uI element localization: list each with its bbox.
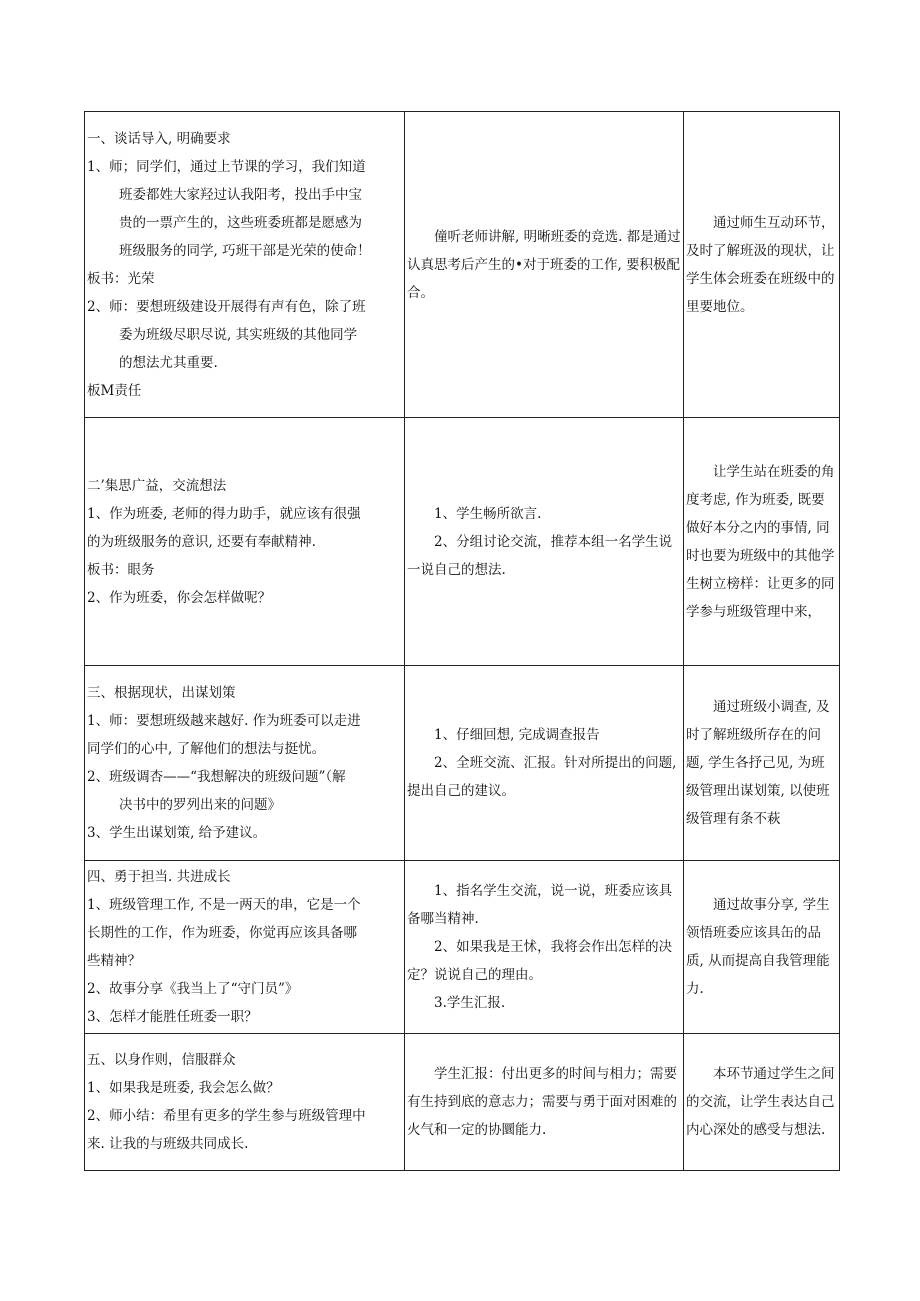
activity-line: 班委都姓大家羟过认我阳考，投出手中宝	[119, 186, 362, 203]
activity-line: 板书：眼务	[87, 561, 155, 578]
activity-line: 3、怎样才能胜任班委一职？	[87, 1009, 258, 1025]
activity-line: 同学们的心中, 了解他们的想法与挺忧。	[87, 741, 326, 757]
teacher-activity-cell	[85, 666, 405, 861]
teacher-activity-cell	[85, 861, 405, 1034]
activity-line: 2、班级调杏——“我想解决的班级问题”（解	[87, 769, 346, 785]
activity-line: 二’集思广益，交流想法	[87, 477, 227, 494]
activity-line: 四、勇于担当. 共进成长	[87, 869, 231, 885]
activity-line: 板书：光荣	[87, 270, 155, 287]
activity-line: 三、根据现状，出谋划策	[87, 685, 236, 701]
teacher-activity-cell	[85, 418, 405, 666]
lesson-plan-table	[84, 111, 840, 1171]
activity-line: 1、作为班委, 老师的得力助手，就应该有很强	[87, 505, 361, 522]
activity-line: 3、学生出谋划策, 给予建议。	[87, 825, 267, 841]
activity-line: 五、以身作则，信服群众	[87, 1052, 236, 1068]
activity-line: 委为班级尽职尽说, 其实班级的其他同学	[119, 326, 358, 343]
teacher-activity-cell	[85, 112, 405, 418]
activity-line: 来. 让我的与班级共同成长.	[87, 1136, 249, 1152]
design-intent-cell	[684, 1034, 840, 1171]
activity-line: 板M责任	[87, 382, 142, 399]
design-intent-cell	[684, 418, 840, 666]
student-activity-cell	[405, 418, 684, 666]
activity-line: 班级服务的同学, 巧班干部是光荣的使命！	[119, 242, 371, 259]
student-paragraph: 学生汇报：付出更多的时间与相力；需要有生持到底的意志力；需要与勇于面对困难的火气和一定的协圜能力.	[407, 1066, 677, 1138]
student-activity-cell	[405, 1034, 684, 1171]
activity-line: 一、谈话导入, 明确要求	[87, 130, 231, 147]
intent-paragraph: 本环节通过学生之间的交流，让学生表达自己内心深处的感受与想法.	[686, 1066, 835, 1138]
student-paragraph: 2、全班交流、汇报。针对所提出的问题, 提出自己的建议。	[407, 755, 677, 799]
student-paragraph: 3.学生汇报.	[434, 995, 506, 1011]
design-intent-cell	[684, 112, 840, 418]
teacher-activity-cell	[85, 1034, 405, 1171]
student-paragraph: 1、学生畅所欲言.	[434, 505, 542, 522]
student-paragraph: 僮听老师讲解, 明晰班委的竞选. 都是通过认真思考后产生的•对于班委的工作, 要积极配合。	[407, 228, 681, 301]
activity-line: 1、师：要想班级越来越好. 作为班委可以走进	[87, 713, 361, 729]
student-paragraph: 1、指名学生交流，说一说，班委应该具备哪当精神.	[407, 883, 673, 927]
student-paragraph: 1、仔细回想, 完成调查报告	[434, 727, 600, 743]
intent-paragraph: 通过师生互动环节，及时了解班汲的现状，让学生体会班委在班级中的里要地位。	[686, 214, 835, 315]
activity-line: 2、师：要想班级建设开展得有声有色，除了班	[87, 298, 366, 315]
activity-line: 1、班级管理工作, 不是一两天的串，它是一个	[87, 897, 361, 913]
intent-paragraph: 通过故事分享, 学生领悟班委应该具缶的品质, 从而提高自我管理能力.	[686, 897, 830, 997]
table-row	[85, 861, 840, 1034]
activity-line: 长期性的工作，作为班委，你觉再应该具备哪	[87, 925, 357, 941]
student-activity-cell	[405, 666, 684, 861]
student-activity-cell	[405, 861, 684, 1034]
student-paragraph: 2、分组讨论交流，推荐本组一名学生说一说自己的想法.	[407, 533, 673, 578]
activity-line: 的为班级服务的意识, 还要有奉献精神.	[87, 533, 316, 550]
design-intent-cell	[684, 861, 840, 1034]
student-activity-cell	[405, 112, 684, 418]
student-paragraph: 2、如果我是王怵，我将会作出怎样的决定？说说自己的理由。	[407, 939, 673, 983]
activity-line: 2、故事分享《我当上了“守门员”》	[87, 981, 299, 997]
activity-line: 贵的一票产生的，这些班委班都是愿感为	[119, 214, 362, 231]
intent-paragraph: 通过班级小调查, 及时了解班级所存在的问题, 学生各抒己见, 为班级管理出谋划策, 以使班级管理有条不萩	[686, 699, 830, 827]
design-intent-cell	[684, 666, 840, 861]
table-row	[85, 1034, 840, 1171]
table-row	[85, 418, 840, 666]
activity-line: 2、师小结：希里有更多的学生参与班级管理中	[87, 1108, 366, 1124]
activity-line: 1、如果我是班委, 我会怎么做？	[87, 1080, 280, 1096]
activity-line: 些精神？	[87, 953, 141, 969]
activity-line: 的想法尤其重要.	[119, 354, 218, 371]
intent-paragraph: 让学生站在班委的角度考虑, 作为班委, 既要做好本分之内的事情, 同时也要为班级中的其他学生树立榜样：让更多的同学参与班级管理中来，	[686, 463, 835, 620]
activity-line: 2、作为班委，你会怎样做呢？	[87, 589, 272, 606]
activity-line: 1、师；同学们，通过上节课的学习，我们知道	[87, 158, 366, 175]
activity-line: 决书中的罗列出来的问题》	[119, 797, 281, 813]
table-row	[85, 112, 840, 418]
table-row	[85, 666, 840, 861]
